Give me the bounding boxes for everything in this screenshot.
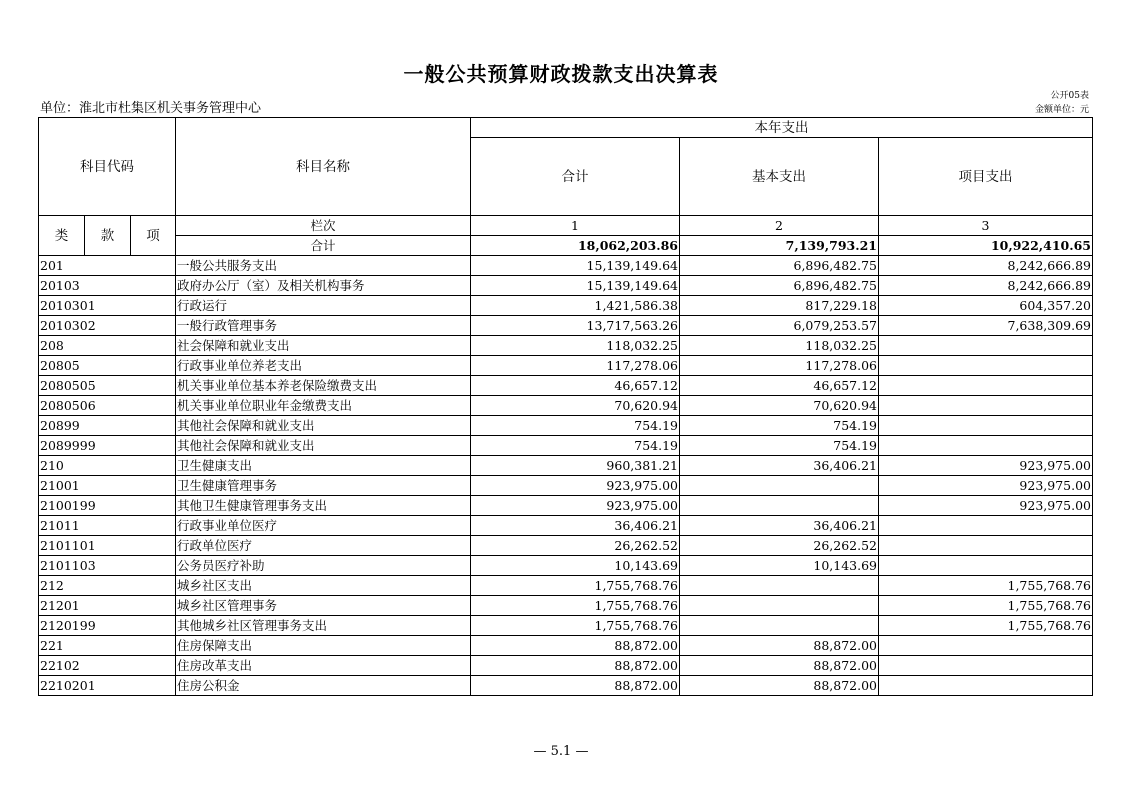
row-code: 2210201 <box>39 676 176 696</box>
row-name: 公务员医疗补助 <box>176 556 471 576</box>
row-code: 210 <box>39 456 176 476</box>
row-code: 20103 <box>39 276 176 296</box>
row-basic: 88,872.00 <box>680 636 879 656</box>
amount-unit: 金额单位：元 <box>1034 105 1089 115</box>
row-total: 10,143.69 <box>471 556 680 576</box>
row-project <box>879 376 1093 396</box>
header-column-label: 栏次 <box>176 216 471 236</box>
row-total: 1,421,586.38 <box>471 296 680 316</box>
header-project: 项目支出 <box>879 138 1093 216</box>
row-code: 2010302 <box>39 316 176 336</box>
row-total: 923,975.00 <box>471 496 680 516</box>
row-basic: 754.19 <box>680 436 879 456</box>
row-basic <box>680 576 879 596</box>
row-project <box>879 356 1093 376</box>
row-total: 88,872.00 <box>471 636 680 656</box>
row-basic: 817,229.18 <box>680 296 879 316</box>
total-amount: 18,062,203.86 <box>471 236 680 256</box>
row-name: 其他城乡社区管理事务支出 <box>176 616 471 636</box>
row-code: 21011 <box>39 516 176 536</box>
table-row <box>39 296 1093 316</box>
header-current-year: 本年支出 <box>471 118 1093 138</box>
expenditure-table <box>38 117 1093 696</box>
row-total: 754.19 <box>471 416 680 436</box>
row-name: 卫生健康管理事务 <box>176 476 471 496</box>
row-total: 15,139,149.64 <box>471 256 680 276</box>
row-basic: 88,872.00 <box>680 676 879 696</box>
table-row <box>39 636 1093 656</box>
row-name: 行政单位医疗 <box>176 536 471 556</box>
row-basic <box>680 616 879 636</box>
row-total: 1,755,768.76 <box>471 616 680 636</box>
header-xiang: 项 <box>131 216 176 256</box>
header-col1: 1 <box>471 216 680 236</box>
row-total: 13,717,563.26 <box>471 316 680 336</box>
unit-label: 单位：淮北市杜集区机关事务管理中心 <box>40 101 262 116</box>
row-name: 其他社会保障和就业支出 <box>176 436 471 456</box>
row-basic: 6,079,253.57 <box>680 316 879 336</box>
table-row <box>39 656 1093 676</box>
row-total: 88,872.00 <box>471 656 680 676</box>
header-subject-name: 科目名称 <box>176 118 471 216</box>
row-basic: 46,657.12 <box>680 376 879 396</box>
row-project <box>879 536 1093 556</box>
row-total: 960,381.21 <box>471 456 680 476</box>
row-total: 88,872.00 <box>471 676 680 696</box>
row-project <box>879 636 1093 656</box>
total-project: 10,922,410.65 <box>879 236 1093 256</box>
table-row <box>39 376 1093 396</box>
row-code: 221 <box>39 636 176 656</box>
row-project: 8,242,666.89 <box>879 276 1093 296</box>
row-name: 行政事业单位养老支出 <box>176 356 471 376</box>
row-basic: 754.19 <box>680 416 879 436</box>
table-row <box>39 456 1093 476</box>
row-basic: 26,262.52 <box>680 536 879 556</box>
total-label: 合计 <box>176 236 471 256</box>
row-name: 其他社会保障和就业支出 <box>176 416 471 436</box>
page-number: — 5.1 — <box>533 744 589 759</box>
table-row <box>39 516 1093 536</box>
table-row <box>39 416 1093 436</box>
row-project: 7,638,309.69 <box>879 316 1093 336</box>
row-name: 住房保障支出 <box>176 636 471 656</box>
row-basic: 36,406.21 <box>680 456 879 476</box>
row-name: 其他卫生健康管理事务支出 <box>176 496 471 516</box>
row-basic: 70,620.94 <box>680 396 879 416</box>
row-name: 行政事业单位医疗 <box>176 516 471 536</box>
row-name: 机关事业单位基本养老保险缴费支出 <box>176 376 471 396</box>
row-project <box>879 396 1093 416</box>
row-total: 15,139,149.64 <box>471 276 680 296</box>
table-row <box>39 336 1093 356</box>
row-basic: 118,032.25 <box>680 336 879 356</box>
row-project: 1,755,768.76 <box>879 596 1093 616</box>
header-lei: 类 <box>39 216 85 256</box>
header-col2: 2 <box>680 216 879 236</box>
header-kuan: 款 <box>85 216 131 256</box>
row-name: 行政运行 <box>176 296 471 316</box>
row-name: 社会保障和就业支出 <box>176 336 471 356</box>
row-name: 机关事业单位职业年金缴费支出 <box>176 396 471 416</box>
row-project <box>879 676 1093 696</box>
table-row <box>39 276 1093 296</box>
row-total: 754.19 <box>471 436 680 456</box>
row-total: 117,278.06 <box>471 356 680 376</box>
header-col3: 3 <box>879 216 1093 236</box>
table-row <box>39 476 1093 496</box>
row-name: 卫生健康支出 <box>176 456 471 476</box>
row-project <box>879 516 1093 536</box>
row-name: 城乡社区管理事务 <box>176 596 471 616</box>
row-total: 70,620.94 <box>471 396 680 416</box>
row-project <box>879 336 1093 356</box>
table-row <box>39 596 1093 616</box>
header-basic: 基本支出 <box>680 138 879 216</box>
row-project <box>879 656 1093 676</box>
row-name: 城乡社区支出 <box>176 576 471 596</box>
total-basic: 7,139,793.21 <box>680 236 879 256</box>
row-total: 923,975.00 <box>471 476 680 496</box>
row-code: 212 <box>39 576 176 596</box>
table-row <box>39 676 1093 696</box>
total-row <box>39 236 1093 256</box>
header-total: 合计 <box>471 138 680 216</box>
row-project: 604,357.20 <box>879 296 1093 316</box>
form-number: 公开05表 <box>1050 91 1089 101</box>
row-total: 26,262.52 <box>471 536 680 556</box>
row-project: 923,975.00 <box>879 456 1093 476</box>
row-code: 2100199 <box>39 496 176 516</box>
table-row <box>39 396 1093 416</box>
row-basic <box>680 496 879 516</box>
row-code: 2089999 <box>39 436 176 456</box>
table-row <box>39 436 1093 456</box>
row-project <box>879 436 1093 456</box>
row-code: 20805 <box>39 356 176 376</box>
row-basic: 117,278.06 <box>680 356 879 376</box>
row-code: 2120199 <box>39 616 176 636</box>
row-project: 1,755,768.76 <box>879 616 1093 636</box>
row-basic: 88,872.00 <box>680 656 879 676</box>
row-code: 2080506 <box>39 396 176 416</box>
row-total: 46,657.12 <box>471 376 680 396</box>
row-total: 36,406.21 <box>471 516 680 536</box>
row-code: 21001 <box>39 476 176 496</box>
row-code: 22102 <box>39 656 176 676</box>
page-title: 一般公共预算财政拨款支出决算表 <box>403 62 719 86</box>
row-basic <box>680 476 879 496</box>
row-code: 20899 <box>39 416 176 436</box>
row-code: 2101103 <box>39 556 176 576</box>
row-name: 住房改革支出 <box>176 656 471 676</box>
row-basic: 6,896,482.75 <box>680 256 879 276</box>
row-basic <box>680 596 879 616</box>
row-basic: 10,143.69 <box>680 556 879 576</box>
row-code: 2010301 <box>39 296 176 316</box>
row-basic: 6,896,482.75 <box>680 276 879 296</box>
row-project: 1,755,768.76 <box>879 576 1093 596</box>
row-name: 一般公共服务支出 <box>176 256 471 276</box>
row-code: 201 <box>39 256 176 276</box>
row-project: 8,242,666.89 <box>879 256 1093 276</box>
row-code: 208 <box>39 336 176 356</box>
row-total: 1,755,768.76 <box>471 596 680 616</box>
table-row <box>39 536 1093 556</box>
row-code: 21201 <box>39 596 176 616</box>
row-project: 923,975.00 <box>879 496 1093 516</box>
row-project <box>879 416 1093 436</box>
header-subject-code: 科目代码 <box>39 118 176 216</box>
table-row <box>39 316 1093 336</box>
row-total: 1,755,768.76 <box>471 576 680 596</box>
row-basic: 36,406.21 <box>680 516 879 536</box>
row-code: 2080505 <box>39 376 176 396</box>
row-project: 923,975.00 <box>879 476 1093 496</box>
row-name: 一般行政管理事务 <box>176 316 471 336</box>
table-row <box>39 616 1093 636</box>
row-project <box>879 556 1093 576</box>
table-row <box>39 556 1093 576</box>
row-name: 住房公积金 <box>176 676 471 696</box>
table-row <box>39 356 1093 376</box>
row-code: 2101101 <box>39 536 176 556</box>
table-row <box>39 576 1093 596</box>
row-total: 118,032.25 <box>471 336 680 356</box>
row-name: 政府办公厅（室）及相关机构事务 <box>176 276 471 296</box>
table-row <box>39 256 1093 276</box>
table-row <box>39 496 1093 516</box>
